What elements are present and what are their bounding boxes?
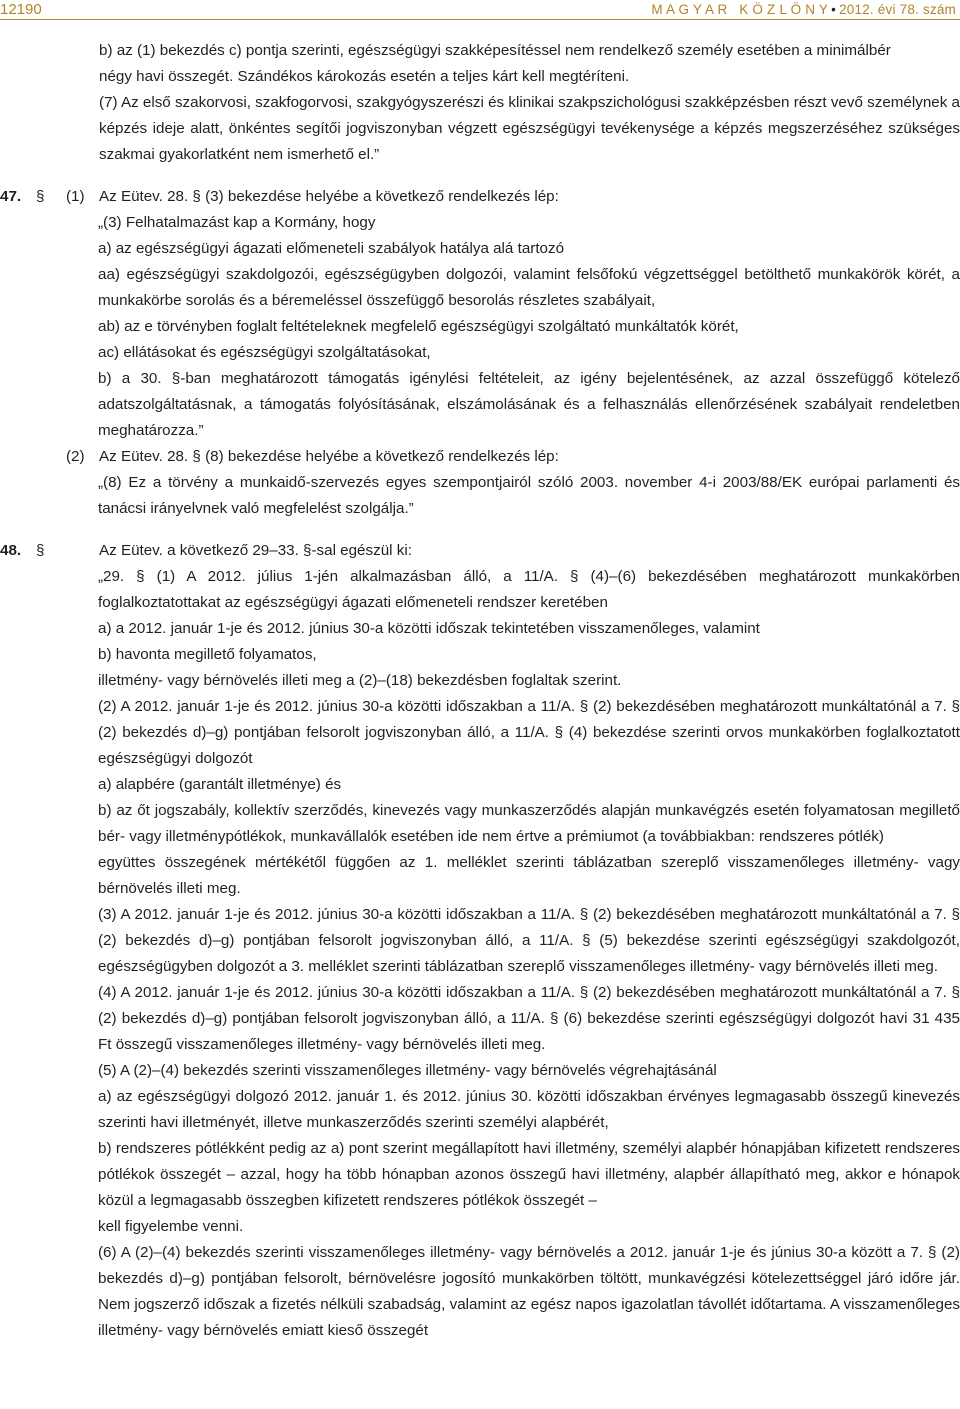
paragraph: a) a 2012. január 1-je és 2012. június 30-a közötti időszak tekintetében visszamenőleges, valamint	[98, 620, 760, 637]
quote-line: b) a 30. §-ban meghatározott támogatás igénylési feltételeit, az igény bejelentésének, az azzal összefüggő kötelező adatszolgáltatásnak, a támogatás folyósításának, elszámolásának és a felhasználás ellenőrzésének szabályait rendeletben meghatározza.”	[98, 370, 960, 439]
issue-number: 2012. évi 78. szám	[839, 2, 956, 17]
subsection-2	[0, 444, 960, 470]
paragraph-7: (7) Az első szakorvosi, szakfogorvosi, szakgyógyszerészi és klinikai szakpszichológusi szakképzésben részt vevő személynek a képzés ideje alatt, önkéntes segítői jogviszonyban végzett egészségügyi tevékenysége a képzés megszerzéséhez szükséges szakmai gyakorlatként nem ismerhető el.”	[99, 94, 960, 163]
section-lead: Az Eütev. a következő 29–33. §-sal egészül ki:	[99, 542, 412, 559]
body-text	[0, 38, 960, 1344]
paragraph: kell figyelembe venni.	[98, 1218, 244, 1235]
intro-line-2: négy havi összegét. Szándékos károkozás esetén a teljes kárt kell megtéríteni.	[99, 68, 630, 85]
page-header	[0, 0, 960, 18]
header-separator: •	[831, 2, 837, 17]
subsection-label: (2)	[66, 448, 85, 465]
quote-line: „(3) Felhatalmazást kap a Kormány, hogy	[98, 214, 376, 231]
paragraph: b) rendszeres pótlékként pedig az a) pont szerint megállapított havi illetmény, személyi alapbér hónapjában kifizetett rendszeres pótlékok összegét – azzal, hogy ha több hónapban azonos összegű havi illetmény, alapbér állapítható meg, akkor e hónapok közül a legmagasabb összegben kifizetett rendszeres pótlékok összegét –	[98, 1140, 960, 1209]
paragraph: (4) A 2012. január 1-je és 2012. június 30-a közötti időszakban a 11/A. § (2) bekezdésében meghatározott munkáltatónál a 7. § (2) bekezdés d)–g) pontjában felsorolt jogviszonyban álló, a 11/A. § (6) bekezdése szerinti egészségügyi dolgozót havi 31 435 Ft összegű visszamenőleges illetmény- vagy bérnövelés illeti meg.	[98, 984, 960, 1053]
journal-name: M A G Y A R K Ö Z L Ö N Y	[651, 2, 829, 17]
section-sign: §	[36, 188, 45, 205]
subsection-text: Az Eütev. 28. § (3) bekezdése helyébe a következő rendelkezés lép:	[99, 188, 559, 205]
paragraph: (2) A 2012. január 1-je és 2012. június 30-a közötti időszakban a 11/A. § (2) bekezdésében meghatározott munkáltatónál a 7. § (2) bekezdés d)–g) pontjában felsorolt jogviszonyban álló, a 11/A. § (4) bekezdése szerinti orvos munkakörben foglalkoztatott egészségügyi dolgozót	[98, 698, 960, 767]
quote-line: ac) ellátásokat és egészségügyi szolgáltatásokat,	[98, 344, 431, 361]
section-47	[0, 184, 960, 210]
subsection-text: Az Eütev. 28. § (8) bekezdése helyébe a következő rendelkezés lép:	[99, 448, 559, 465]
paragraph: „29. § (1) A 2012. július 1-jén alkalmazásban álló, a 11/A. § (4)–(6) bekezdésében meghatározott munkakörben foglalkoztatottakat az egészségügyi ágazati előmeneteli rendszer keretében	[98, 568, 960, 611]
quote-line: a) az egészségügyi ágazati előmeneteli szabályok hatálya alá tartozó	[98, 240, 565, 257]
header-rule	[0, 19, 960, 20]
section-sign: §	[36, 542, 45, 559]
quote-line: ab) az e törvényben foglalt feltételeknek megfelelő egészségügyi szolgáltató munkáltatók körét,	[98, 318, 739, 335]
section-number: 48.	[0, 542, 22, 559]
quote-line: „(8) Ez a törvény a munkaidő-szervezés egyes szempontjairól szóló 2003. november 4-i 2003/88/EK európai parlamenti és tanácsi irányelvnek való megfelelést szolgálja.”	[98, 474, 960, 517]
paragraph: b) havonta megillető folyamatos,	[98, 646, 317, 663]
paragraph: (3) A 2012. január 1-je és 2012. június 30-a közötti időszakban a 11/A. § (2) bekezdésében meghatározott munkáltatónál a 7. § (2) bekezdés d)–g) pontjában felsorolt jogviszonyban álló, a 11/A. § (5) bekezdése szerinti egészségügyi szakdolgozót, egészségügyben dolgozót a 3. melléklet szerinti táblázatban szereplő visszamenőleges illetmény- vagy bérnövelés illeti meg.	[98, 906, 960, 975]
quote-line: aa) egészségügyi szakdolgozói, egészségügyben dolgozói, valamint felsőfokú végzettséggel betölthető munkakörök körét, a munkakörbe sorolás és a béremeléssel összefüggő besorolás részletes szabályait,	[98, 266, 960, 309]
page-number: 12190	[0, 1, 42, 18]
section-48	[0, 538, 960, 564]
paragraph: (5) A (2)–(4) bekezdés szerinti visszamenőleges illetmény- vagy bérnövelés végrehajtásánál	[98, 1062, 717, 1079]
paragraph: b) az őt jogszabály, kollektív szerződés, kinevezés vagy munkaszerződés alapján munkavégzés esetén folyamatosan megillető bér- vagy illetménypótlékok, munkavállalók esetében ide nem értve a prémiumot (a továbbiakban: rendszeres pótlék)	[98, 802, 960, 845]
paragraph: együttes összegének mértékétől függően az 1. melléklet szerinti táblázatban szereplő visszamenőleges illetmény- vagy bérnövelés illeti meg.	[98, 854, 960, 897]
paragraph: a) az egészségügyi dolgozó 2012. január 1. és 2012. június 30. közötti időszakban érvényes legmagasabb összegű kinevezés szerinti havi illetményét, illetve munkaszerződés szerinti személyi alapbérét,	[98, 1088, 960, 1131]
paragraph: a) alapbére (garantált illetménye) és	[98, 776, 342, 793]
section-number: 47.	[0, 188, 22, 205]
subsection-label: (1)	[66, 188, 85, 205]
paragraph: (6) A (2)–(4) bekezdés szerinti visszamenőleges illetmény- vagy bérnövelés a 2012. január 1-je és június 30-a között a 7. § (2) bekezdés d)–g) pontjában felsorolt, bérnövelésre jogosító munkakörben töltött, munkavégzési kötelezettséggel járó időre jár. Nem jogszerző időszak a fizetés nélküli szabadság, valamint az egész napos igazolatlan távollét időtartama. A visszamenőleges illetmény- vagy bérnövelés emiatt kieső összegét	[98, 1244, 960, 1339]
intro-line-1: b) az (1) bekezdés c) pontja szerinti, egészségügyi szakképesítéssel nem rendelkező személy esetében a minimálbér	[99, 42, 891, 59]
paragraph: illetmény- vagy bérnövelés illeti meg a (2)–(18) bekezdésben foglaltak szerint.	[98, 672, 622, 689]
